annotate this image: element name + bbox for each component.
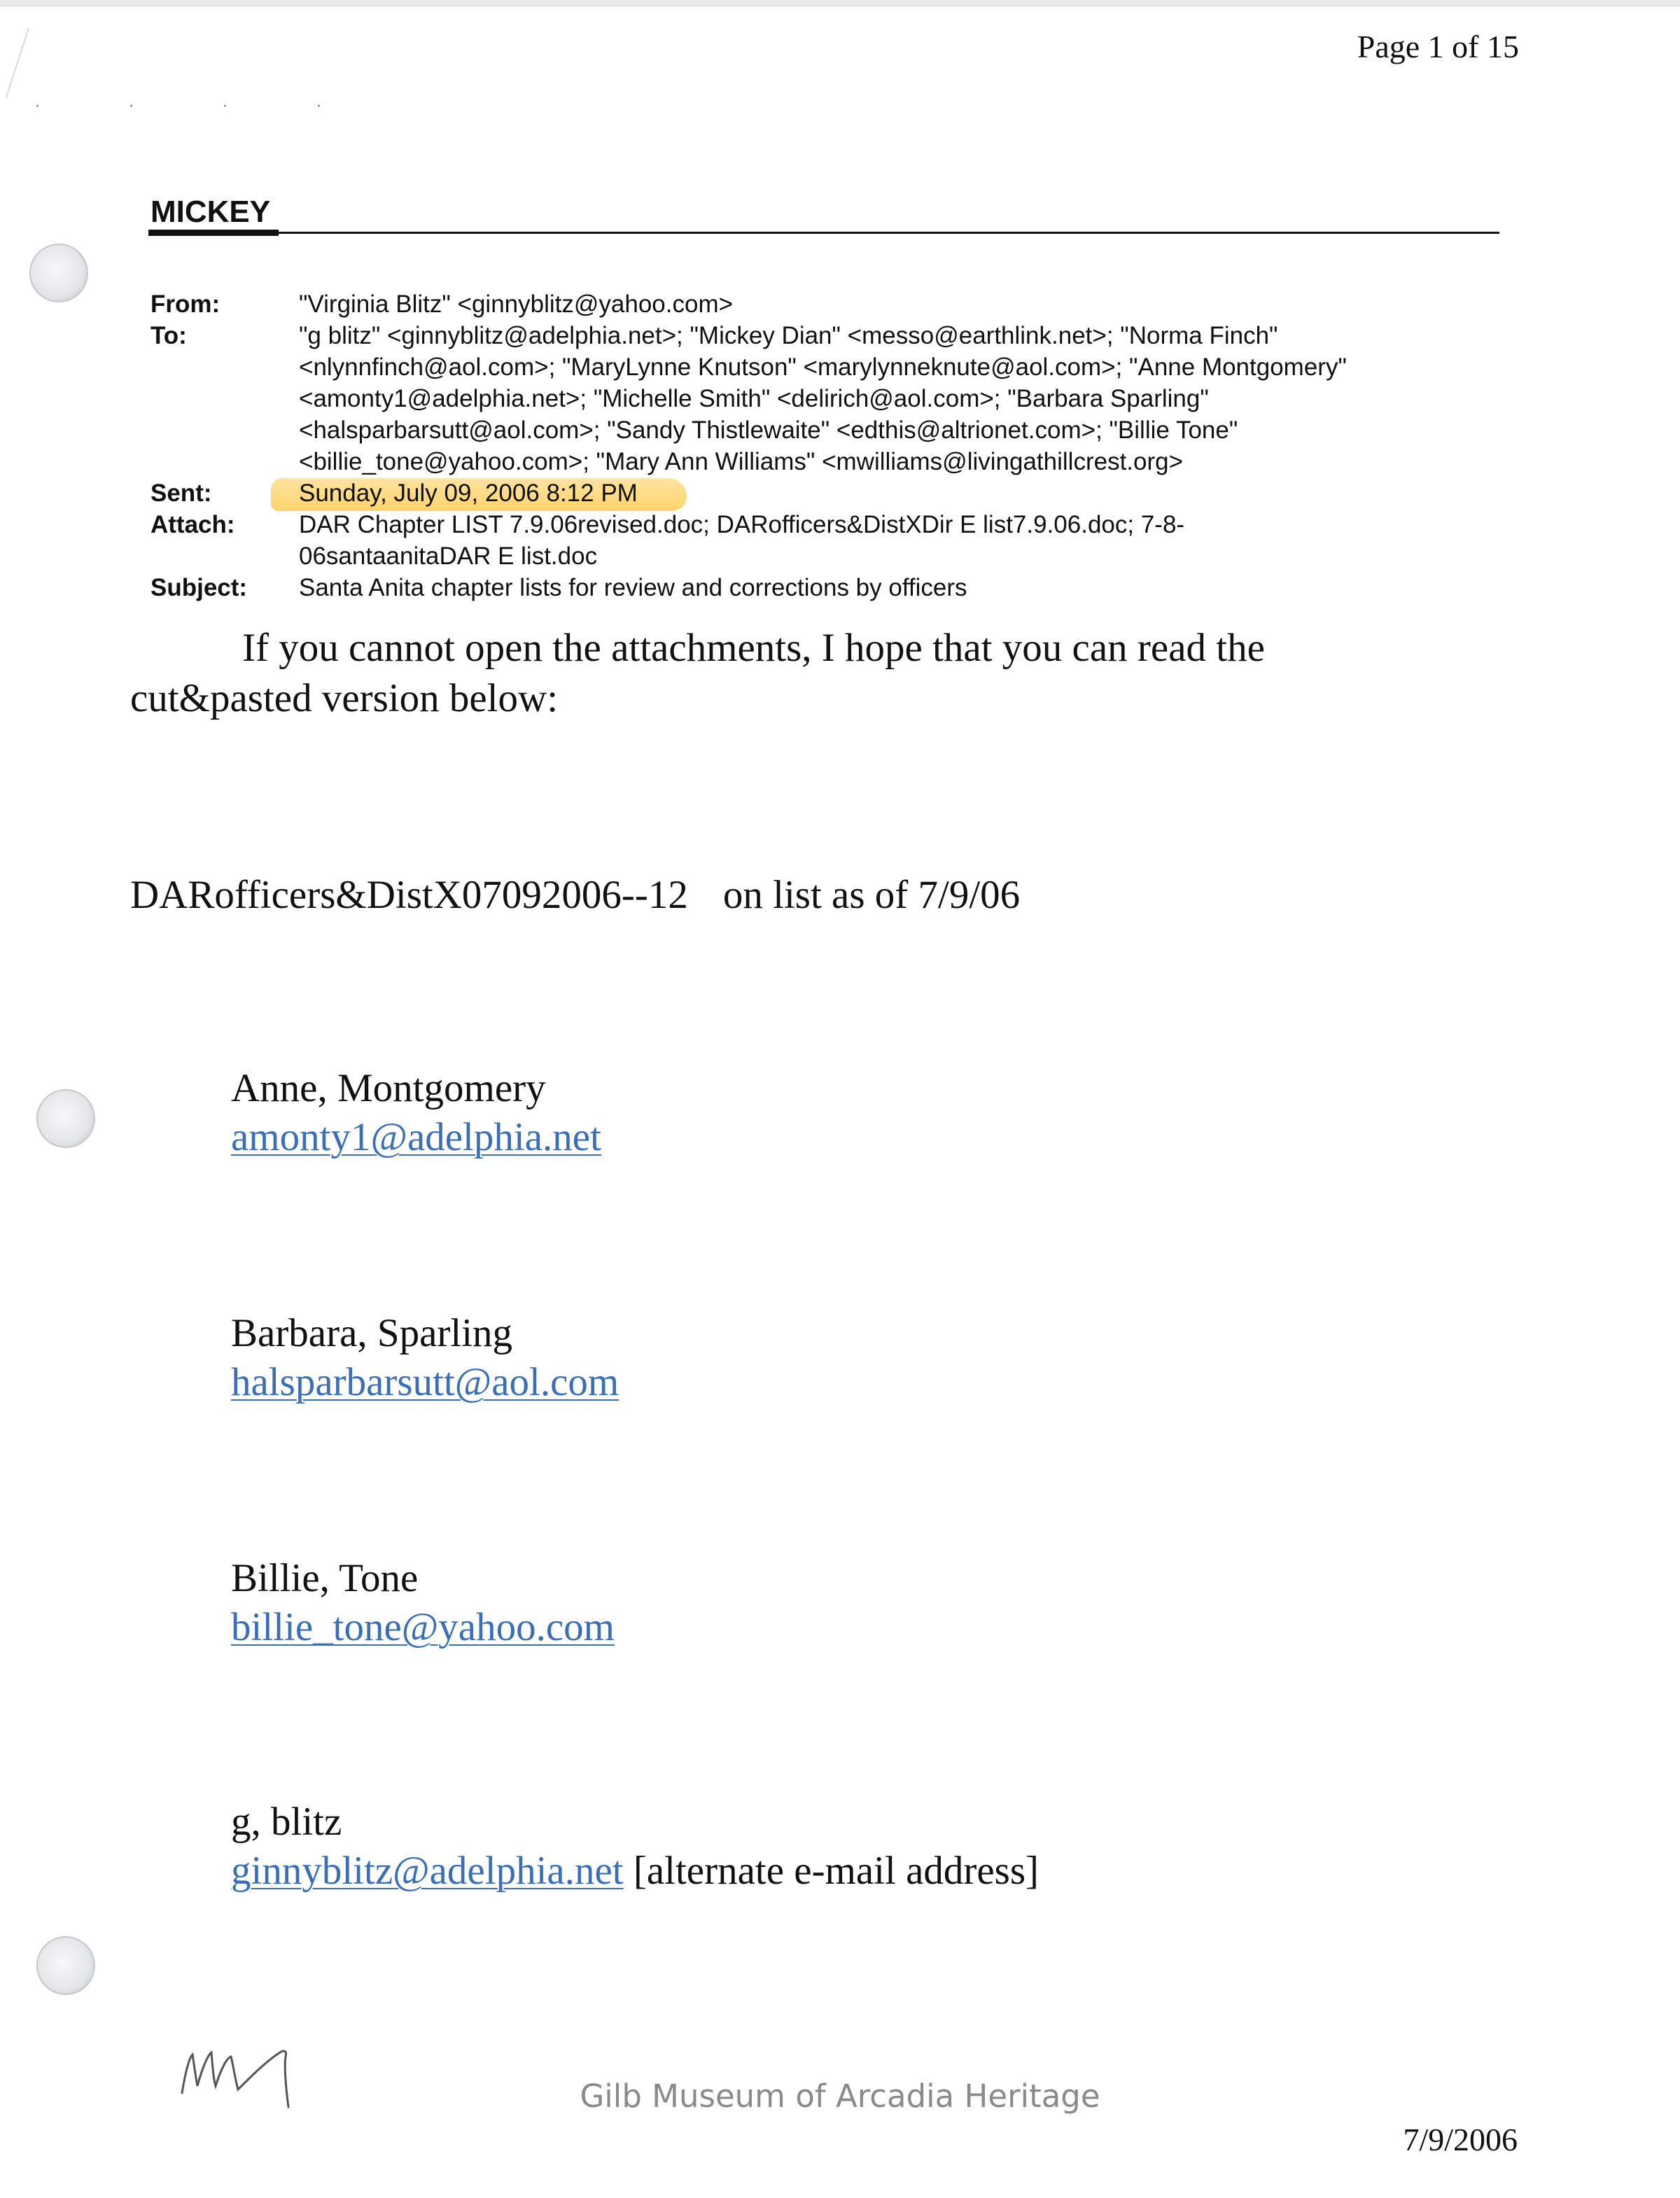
attach-value bbox=[299, 509, 1494, 572]
sent-label: Sent: bbox=[150, 479, 212, 507]
contact-email-link[interactable]: amonty1@adelphia.net bbox=[231, 1115, 601, 1159]
attach-line: DAR Chapter LIST 7.9.06revised.doc; DARofficers&DistXDir E list7.9.06.doc; 7-8- bbox=[299, 511, 1185, 538]
punch-hole-top bbox=[29, 244, 88, 302]
sent-row bbox=[150, 477, 1494, 509]
contact-name: g, blitz bbox=[231, 1800, 342, 1844]
contact-entry bbox=[231, 1064, 601, 1162]
attach-line: 06santaanitaDAR E list.doc bbox=[299, 542, 598, 570]
sent-value-highlighted: Sunday, July 09, 2006 8:12 PM bbox=[271, 478, 687, 511]
list-title bbox=[130, 872, 1020, 918]
contact-note: [alternate e-mail address] bbox=[633, 1849, 1040, 1893]
from-label: From: bbox=[150, 290, 220, 318]
from-value: "Virginia Blitz" <ginnyblitz@yahoo.com> bbox=[299, 290, 734, 318]
email-header bbox=[150, 288, 1494, 603]
museum-watermark: Gilb Museum of Arcadia Heritage bbox=[580, 2078, 1100, 2115]
subject-row bbox=[150, 572, 1494, 603]
contact-entry bbox=[231, 1798, 1039, 1896]
contact-name: Billie, Tone bbox=[231, 1556, 419, 1600]
contact-entry bbox=[231, 1554, 615, 1652]
scan-top-edge bbox=[0, 0, 1680, 7]
to-value bbox=[299, 320, 1494, 477]
intro-paragraph bbox=[130, 623, 1460, 724]
contact-email-link[interactable]: ginnyblitz@adelphia.net bbox=[231, 1849, 624, 1893]
list-id: DARofficers&DistX07092006--12 bbox=[130, 873, 688, 917]
punch-hole-middle bbox=[36, 1089, 95, 1148]
to-line: <halsparbarsutt@aol.com>; "Sandy Thistlewaite" <edthis@altrionet.com>; "Billie Tone" bbox=[299, 416, 1238, 444]
page-number: Page 1 of 15 bbox=[1357, 29, 1519, 64]
scan-corner-mark bbox=[0, 28, 29, 98]
subject-value: Santa Anita chapter lists for review and corrections by officers bbox=[299, 574, 967, 601]
list-status: on list as of 7/9/06 bbox=[722, 873, 1021, 917]
to-label: To: bbox=[150, 322, 187, 349]
attach-label: Attach: bbox=[150, 511, 235, 538]
scan-specks: · · · · bbox=[35, 98, 363, 115]
to-row bbox=[150, 320, 1494, 477]
from-row bbox=[150, 288, 1494, 320]
contact-entry bbox=[231, 1309, 619, 1407]
to-line: "g blitz" <ginnyblitz@adelphia.net>; "Mickey Dian" <messo@earthlink.net>; "Norma Finch" bbox=[299, 322, 1278, 349]
contact-email-link[interactable]: halsparbarsutt@aol.com bbox=[231, 1360, 620, 1404]
punch-hole-bottom bbox=[36, 1936, 95, 1995]
to-line: <amonty1@adelphia.net>; "Michelle Smith" <delirich@aol.com>; "Barbara Sparling" bbox=[299, 385, 1209, 412]
contact-name: Barbara, Sparling bbox=[231, 1311, 513, 1355]
to-line: <nlynnfinch@aol.com>; "MaryLynne Knutson" <marylynneknute@aol.com>; "Anne Montgomery" bbox=[299, 354, 1347, 381]
intro-line-2: cut&pasted version below: bbox=[130, 676, 559, 720]
footer-date: 7/9/2006 bbox=[1403, 2122, 1518, 2157]
contact-email-link[interactable]: billie_tone@yahoo.com bbox=[231, 1605, 615, 1649]
mailbox-name: MICKEY bbox=[150, 195, 271, 229]
subject-label: Subject: bbox=[150, 574, 248, 601]
intro-line-1: If you cannot open the attachments, I hope that you can read the bbox=[242, 626, 1265, 670]
contact-name: Anne, Montgomery bbox=[231, 1066, 546, 1110]
to-line: <billie_tone@yahoo.com>; "Mary Ann Williams" <mwilliams@livingathillcrest.org> bbox=[299, 448, 1184, 475]
attach-row bbox=[150, 509, 1494, 572]
header-rule bbox=[148, 232, 1499, 234]
